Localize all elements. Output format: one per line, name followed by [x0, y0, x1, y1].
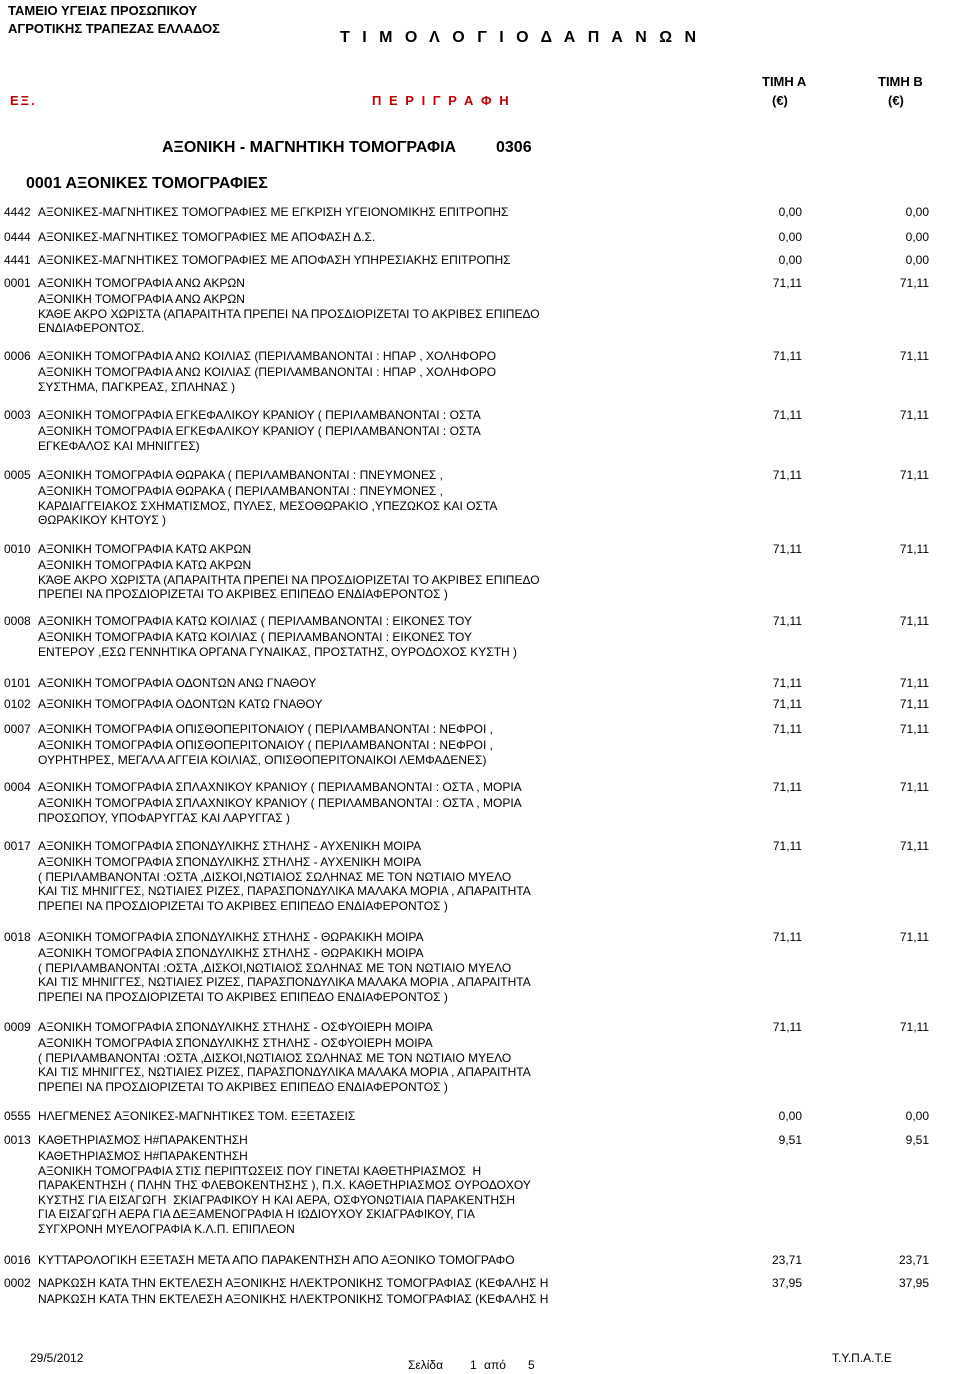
item-details: ΑΞΟΝΙΚΗ ΤΟΜΟΓΡΑΦΙΑ ΑΝΩ ΚΟΙΛΙΑΣ (ΠΕΡΙΛΑΜΒΑΝΟΝΤΑΙ : ΗΠΑΡ , ΧΟΛΗΦΟΡΟ ΣΥΣΤΗΜΑ, ΠΑΓΚΡΕΑΣ, ΣΠΛΗΝΑΣ ): [38, 365, 497, 394]
item-code: 0008: [4, 614, 31, 628]
item-name: ΚΥΤΤΑΡΟΛΟΓΙΚΗ ΕΞΕΤΑΣΗ ΜΕΤΑ ΑΠΟ ΠΑΡΑΚΕΝΤΗΣΗ ΑΠΟ ΑΞΟΝΙΚΟ ΤΟΜΟΓΡΑΦΟ: [38, 1253, 515, 1267]
item-name: ΑΞΟΝΙΚΗ ΤΟΜΟΓΡΑΦΙΑ ΚΑΤΩ ΚΟΙΛΙΑΣ ( ΠΕΡΙΛΑΜΒΑΝΟΝΤΑΙ : ΕΙΚΟΝΕΣ ΤΟΥ: [38, 614, 472, 628]
item-price-b: 71,11: [899, 1020, 929, 1034]
item-price-b: 71,11: [899, 276, 929, 290]
item-name: ΝΑΡΚΩΣΗ ΚΑΤΑ ΤΗΝ ΕΚΤΕΛΕΣΗ ΑΞΟΝΙΚΗΣ ΗΛΕΚΤΡΟΝΙΚΗΣ ΤΟΜΟΓΡΑΦΙΑΣ (ΚΕΦΑΛΗΣ Η: [38, 1276, 549, 1290]
section-title: ΑΞΟΝΙΚΗ - ΜΑΓΝΗΤΙΚΗ ΤΟΜΟΓΡΑΦΙΑ: [162, 139, 457, 156]
item-price-b: 71,11: [899, 349, 929, 363]
page-number: 1: [470, 1358, 477, 1372]
item-name: ΑΞΟΝΙΚΗ ΤΟΜΟΓΡΑΦΙΑ ΣΠΛΑΧΝΙΚΟΥ ΚΡΑΝΙΟΥ ( ΠΕΡΙΛΑΜΒΑΝΟΝΤΑΙ : ΟΣΤΑ , ΜΟΡΙΑ: [38, 780, 522, 794]
item-price-a: 71,11: [772, 722, 802, 736]
item-price-a: 71,11: [772, 930, 802, 944]
item-details: ΑΞΟΝΙΚΗ ΤΟΜΟΓΡΑΦΙΑ ΣΠΟΝΔΥΛΙΚΗΣ ΣΤΗΛΗΣ - ΟΣΦΥΟΙΕΡΗ ΜΟΙΡΑ ( ΠΕΡΙΛΑΜΒΑΝΟΝΤΑΙ :ΟΣΤΑ ,ΔΙΣΚΟΙ,ΝΩΤΙΑΙΟΣ ΣΩΛΗΝΑΣ ΜΕ ΤΟΝ ΝΩΤΙΑΙΟ ΜΥΕΛΟ ΚΑΙ ΤΙΣ ΜΗΝΙΓΓΕΣ, ΝΩΤΙΑΙΕΣ ΡΙΖΕΣ, ΠΑΡΑΣΠΟΝΔΥΛΙΚΑ ΜΑΛΑΚΑ ΜΟΡΙΑ , ΑΠΑΡΑΙΤΗΤΑ ΠΡΕΠΕΙ ΝΑ ΠΡΟΣΔΙΟΡΙΖΕΤΑΙ ΤΟ ΑΚΡΙΒΕΣ ΕΠΙΠΕΔΟ ΕΝΔΙΑΦΕΡΟΝΤΟΣ ): [38, 1036, 531, 1094]
item-name: ΑΞΟΝΙΚΗ ΤΟΜΟΓΡΑΦΙΑ ΣΠΟΝΔΥΛΙΚΗΣ ΣΤΗΛΗΣ - ΟΣΦΥΟΙΕΡΗ ΜΟΙΡΑ: [38, 1020, 433, 1034]
page-total: 5: [528, 1358, 535, 1372]
item-details: ΑΞΟΝΙΚΗ ΤΟΜΟΓΡΑΦΙΑ ΘΩΡΑΚΑ ( ΠΕΡΙΛΑΜΒΑΝΟΝΤΑΙ : ΠΝΕΥΜΟΝΕΣ , ΚΑΡΔΙΑΓΓΕΙΑΚΟΣ ΣΧΗΜΑΤΙΣΜΟΣ, ΠΥΛΕΣ, ΜΕΣΟΘΩΡΑΚΙΟ ,ΥΠΕΖΩΚΟΣ ΚΑΙ ΟΣΤΑ ΘΩΡΑΚΙΚΟΥ ΚΗΤΟΥΣ ): [38, 484, 498, 527]
document-title: Τ Ι Μ Ο Λ Ο Γ Ι Ο Δ Α Π Α Ν Ω Ν: [340, 29, 701, 46]
item-code: 0004: [4, 780, 31, 794]
item-name: ΑΞΟΝΙΚΗ ΤΟΜΟΓΡΑΦΙΑ ΟΔΟΝΤΩΝ ΚΑΤΩ ΓΝΑΘΟΥ: [38, 697, 323, 711]
item-name: ΑΞΟΝΙΚΗ ΤΟΜΟΓΡΑΦΙΑ ΚΑΤΩ ΑΚΡΩΝ: [38, 542, 252, 556]
item-details: ΑΞΟΝΙΚΗ ΤΟΜΟΓΡΑΦΙΑ ΟΠΙΣΘΟΠΕΡΙΤΟΝΑΙΟΥ ( ΠΕΡΙΛΑΜΒΑΝΟΝΤΑΙ : ΝΕΦΡΟΙ , ΟΥΡΗΤΗΡΕΣ, ΜΕΓΑΛΑ ΑΓΓΕΙΑ ΚΟΙΛΙΑΣ, ΟΠΙΣΘΟΠΕΡΙΤΟΝΑΙΚΟΙ ΛΕΜΦΑΔΕΝΕΣ): [38, 738, 494, 767]
item-code: 0009: [4, 1020, 31, 1034]
item-price-a: 71,11: [772, 780, 802, 794]
item-price-b: 0,00: [905, 1109, 929, 1123]
price-b-header-line1: ΤΙΜΗ Β: [878, 74, 923, 89]
item-price-a: 0,00: [778, 253, 802, 267]
item-name: ΚΑΘΕΤΗΡΙΑΣΜΟΣ Η#ΠΑΡΑΚΕΝΤΗΣΗ: [38, 1133, 248, 1147]
item-price-a: 71,11: [772, 697, 802, 711]
item-price-b: 71,11: [899, 468, 929, 482]
item-price-a: 71,11: [772, 542, 802, 556]
item-price-a: 0,00: [778, 230, 802, 244]
fund-abbreviation: Τ.Υ.Π.Α.Τ.Ε: [832, 1351, 892, 1365]
item-details: ΝΑΡΚΩΣΗ ΚΑΤΑ ΤΗΝ ΕΚΤΕΛΕΣΗ ΑΞΟΝΙΚΗΣ ΗΛΕΚΤΡΟΝΙΚΗΣ ΤΟΜΟΓΡΑΦΙΑΣ (ΚΕΦΑΛΗΣ Η: [38, 1292, 549, 1306]
item-price-a: 71,11: [772, 468, 802, 482]
price-a-header-line2: (€): [772, 93, 788, 108]
item-price-b: 71,11: [899, 408, 929, 422]
item-price-b: 71,11: [899, 839, 929, 853]
item-code: 0001: [4, 276, 31, 290]
item-price-b: 0,00: [905, 205, 929, 219]
item-price-a: 71,11: [772, 276, 802, 290]
item-code: 0102: [4, 697, 31, 711]
item-details: ΑΞΟΝΙΚΗ ΤΟΜΟΓΡΑΦΙΑ ΚΑΤΩ ΚΟΙΛΙΑΣ ( ΠΕΡΙΛΑΜΒΑΝΟΝΤΑΙ : ΕΙΚΟΝΕΣ ΤΟΥ ΕΝΤΕΡΟΥ ,ΕΣΩ ΓΕΝΝΗΤΙΚΑ ΟΡΓΑΝΑ ΓΥΝΑΙΚΑΣ, ΠΡΟΣΤΑΤΗΣ, ΟΥΡΟΔΟΧΟΣ ΚΥΣΤΗ ): [38, 630, 518, 659]
item-price-b: 71,11: [899, 614, 929, 628]
item-price-a: 37,95: [771, 1276, 802, 1290]
page-label: Σελίδα: [408, 1358, 444, 1372]
item-price-a: 71,11: [772, 349, 802, 363]
item-code: 0005: [4, 468, 31, 482]
item-price-a: 0,00: [778, 1109, 802, 1123]
item-code: 0101: [4, 676, 31, 690]
item-code: 0016: [4, 1253, 31, 1267]
item-price-b: 0,00: [905, 230, 929, 244]
item-name: ΑΞΟΝΙΚΗ ΤΟΜΟΓΡΑΦΙΑ ΟΠΙΣΘΟΠΕΡΙΤΟΝΑΙΟΥ ( ΠΕΡΙΛΑΜΒΑΝΟΝΤΑΙ : ΝΕΦΡΟΙ ,: [38, 722, 494, 736]
item-price-a: 71,11: [772, 839, 802, 853]
item-price-b: 9,51: [905, 1133, 929, 1147]
item-name: ΑΞΟΝΙΚΗ ΤΟΜΟΓΡΑΦΙΑ ΣΠΟΝΔΥΛΙΚΗΣ ΣΤΗΛΗΣ - ΘΩΡΑΚΙΚΗ ΜΟΙΡΑ: [38, 930, 424, 944]
item-code: 0003: [4, 408, 31, 422]
item-code: 0007: [4, 722, 31, 736]
item-price-b: 71,11: [899, 697, 929, 711]
item-name: ΑΞΟΝΙΚΗ ΤΟΜΟΓΡΑΦΙΑ ΑΝΩ ΚΟΙΛΙΑΣ (ΠΕΡΙΛΑΜΒΑΝΟΝΤΑΙ : ΗΠΑΡ , ΧΟΛΗΦΟΡΟ: [38, 349, 497, 363]
item-name: ΗΛΕΓΜΕΝΕΣ ΑΞΟΝΙΚΕΣ-ΜΑΓΝΗΤΙΚΕΣ ΤΟΜ. ΕΞΕΤΑΣΕΙΣ: [38, 1109, 356, 1123]
item-code: 0010: [4, 542, 31, 556]
item-price-b: 71,11: [899, 676, 929, 690]
item-code: 0013: [4, 1133, 31, 1147]
org-name-line1: ΤΑΜΕΙΟ ΥΓΕΙΑΣ ΠΡΟΣΩΠΙΚΟΥ: [8, 3, 198, 18]
item-price-a: 71,11: [772, 614, 802, 628]
item-details: ΑΞΟΝΙΚΗ ΤΟΜΟΓΡΑΦΙΑ ΕΓΚΕΦΑΛΙΚΟΥ ΚΡΑΝΙΟΥ ( ΠΕΡΙΛΑΜΒΑΝΟΝΤΑΙ : ΟΣΤΑ ΕΓΚΕΦΑΛΟΣ ΚΑΙ ΜΗΝΙΓΓΕΣ): [38, 424, 481, 453]
item-details: ΑΞΟΝΙΚΗ ΤΟΜΟΓΡΑΦΙΑ ΚΑΤΩ ΑΚΡΩΝ ΚΆΘΕ ΑΚΡΟ ΧΩΡΙΣΤΑ (ΑΠΑΡΑΙΤΗΤΑ ΠΡΕΠΕΙ ΝΑ ΠΡΟΣΔΙΟΡΙΖΕΤΑΙ ΤΟ ΑΚΡΙΒΕΣ ΕΠΙΠΕΔΟ ΠΡΕΠΕΙ ΝΑ ΠΡΟΣΔΙΟΡΙΖΕΤΑΙ ΤΟ ΑΚΡΙΒΕΣ ΕΠΙΠΕΔΟ ΕΝΔΙΑΦΕΡΟΝΤΟΣ ): [38, 558, 540, 601]
item-name: ΑΞΟΝΙΚΗ ΤΟΜΟΓΡΑΦΙΑ ΘΩΡΑΚΑ ( ΠΕΡΙΛΑΜΒΑΝΟΝΤΑΙ : ΠΝΕΥΜΟΝΕΣ ,: [38, 468, 443, 482]
item-code: 0006: [4, 349, 31, 363]
item-details: ΑΞΟΝΙΚΗ ΤΟΜΟΓΡΑΦΙΑ ΣΠΛΑΧΝΙΚΟΥ ΚΡΑΝΙΟΥ ( ΠΕΡΙΛΑΜΒΑΝΟΝΤΑΙ : ΟΣΤΑ , ΜΟΡΙΑ ΠΡΟΣΩΠΟΥ, ΥΠΟΦΑΡΥΓΓΑΣ ΚΑΙ ΛΑΡΥΓΓΑΣ ): [38, 796, 522, 825]
item-name: ΑΞΟΝΙΚΗ ΤΟΜΟΓΡΑΦΙΑ ΑΝΩ ΑΚΡΩΝ: [38, 276, 245, 290]
price-a-header-line1: ΤΙΜΗ Α: [762, 74, 807, 89]
item-code: 0555: [4, 1109, 31, 1123]
item-price-b: 0,00: [905, 253, 929, 267]
item-price-b: 37,95: [898, 1276, 929, 1290]
item-name: ΑΞΟΝΙΚΗ ΤΟΜΟΓΡΑΦΙΑ ΟΔΟΝΤΩΝ ΑΝΩ ΓΝΑΘΟΥ: [38, 676, 317, 690]
item-details: ΑΞΟΝΙΚΗ ΤΟΜΟΓΡΑΦΙΑ ΑΝΩ ΑΚΡΩΝ ΚΆΘΕ ΑΚΡΟ ΧΩΡΙΣΤΑ (ΑΠΑΡΑΙΤΗΤΑ ΠΡΕΠΕΙ ΝΑ ΠΡΟΣΔΙΟΡΙΖΕΤΑΙ ΤΟ ΑΚΡΙΒΕΣ ΕΠΙΠΕΔΟ ΕΝΔΙΑΦΕΡΟΝΤΟΣ.: [38, 292, 540, 335]
page-of-label: από: [484, 1358, 506, 1372]
item-price-b: 71,11: [899, 722, 929, 736]
print-date: 29/5/2012: [30, 1351, 84, 1365]
item-details: ΚΑΘΕΤΗΡΙΑΣΜΟΣ Η#ΠΑΡΑΚΕΝΤΗΣΗ ΑΞΟΝΙΚΗ ΤΟΜΟΓΡΑΦΙΑ ΣΤΙΣ ΠΕΡΙΠΤΩΣΕΙΣ ΠΟΥ ΓΙΝΕΤΑΙ ΚΑΘΕΤΗΡΙΑΣΜΟΣ Η ΠΑΡΑΚΕΝΤΗΣΗ ( ΠΛΗΝ ΤΗΣ ΦΛΕΒΟΚΕΝΤΗΣΗΣ ), Π.Χ. ΚΑΘΕΤΗΡΙΑΣΜΟΣ ΟΥΡΟΔΟΧΟΥ ΚΥΣΤΗΣ ΓΙΑ ΕΙΣΑΓΩΓΗ ΣΚΙΑΓΡΑΦΙΚΟΥ Η ΚΑΙ ΑΕΡΑ, ΟΣΦΥΟΝΩΤΙΑΙΑ ΠΑΡΑΚΕΝΤΗΣΗ ΓΙΑ ΕΙΣΑΓΩΓΗ ΑΕΡΑ ΓΙΑ ΔΕΞΑΜΕΝΟΓΡΑΦΙΑ Η ΙΩΔΙΟΥΧΟΥ ΣΚΙΑΓΡΑΦΙΚΟΥ, ΓΙΑ ΣΥΓΧΡΟΝΗ ΜΥΕΛΟΓΡΑΦΙΑ Κ.Λ.Π. ΕΠΙΠΛΕΟΝ: [38, 1149, 531, 1236]
item-code: 0002: [4, 1276, 31, 1290]
item-name: ΑΞΟΝΙΚΗ ΤΟΜΟΓΡΑΦΙΑ ΣΠΟΝΔΥΛΙΚΗΣ ΣΤΗΛΗΣ - ΑΥΧΕΝΙΚΗ ΜΟΙΡΑ: [38, 839, 422, 853]
item-name: ΑΞΟΝΙΚΗ ΤΟΜΟΓΡΑΦΙΑ ΕΓΚΕΦΑΛΙΚΟΥ ΚΡΑΝΙΟΥ ( ΠΕΡΙΛΑΜΒΑΝΟΝΤΑΙ : ΟΣΤΑ: [38, 408, 481, 422]
item-price-a: 9,51: [778, 1133, 802, 1147]
item-price-a: 71,11: [772, 1020, 802, 1034]
item-price-b: 23,71: [898, 1253, 929, 1267]
item-price-b: 71,11: [899, 930, 929, 944]
item-code: 4441: [4, 253, 31, 267]
item-price-a: 0,00: [778, 205, 802, 219]
item-code: 0018: [4, 930, 31, 944]
item-price-b: 71,11: [899, 780, 929, 794]
description-column-header: Π Ε Ρ Ι Γ Ρ Α Φ Η: [372, 93, 511, 108]
section-code: 0306: [496, 139, 532, 156]
price-b-header-line2: (€): [888, 93, 904, 108]
item-code: 0017: [4, 839, 31, 853]
item-name: ΑΞΟΝΙΚΕΣ-ΜΑΓΝΗΤΙΚΕΣ ΤΟΜΟΓΡΑΦΙΕΣ ΜΕ ΕΓΚΡΙΣΗ ΥΓΕΙΟΝΟΜΙΚΗΣ ΕΠΙΤΡΟΠΗΣ: [38, 205, 509, 219]
item-name: ΑΞΟΝΙΚΕΣ-ΜΑΓΝΗΤΙΚΕΣ ΤΟΜΟΓΡΑΦΙΕΣ ΜΕ ΑΠΟΦΑΣΗ ΥΠΗΡΕΣΙΑΚΗΣ ΕΠΙΤΡΟΠΗΣ: [38, 253, 511, 267]
code-column-header: ΕΞ.: [10, 93, 37, 108]
item-price-a: 23,71: [771, 1253, 802, 1267]
item-price-a: 71,11: [772, 408, 802, 422]
item-price-b: 71,11: [899, 542, 929, 556]
item-details: ΑΞΟΝΙΚΗ ΤΟΜΟΓΡΑΦΙΑ ΣΠΟΝΔΥΛΙΚΗΣ ΣΤΗΛΗΣ - ΑΥΧΕΝΙΚΗ ΜΟΙΡΑ ( ΠΕΡΙΛΑΜΒΑΝΟΝΤΑΙ :ΟΣΤΑ ,ΔΙΣΚΟΙ,ΝΩΤΙΑΙΟΣ ΣΩΛΗΝΑΣ ΜΕ ΤΟΝ ΝΩΤΙΑΙΟ ΜΥΕΛΟ ΚΑΙ ΤΙΣ ΜΗΝΙΓΓΕΣ, ΝΩΤΙΑΙΕΣ ΡΙΖΕΣ, ΠΑΡΑΣΠΟΝΔΥΛΙΚΑ ΜΑΛΑΚΑ ΜΟΡΙΑ , ΑΠΑΡΑΙΤΗΤΑ ΠΡΕΠΕΙ ΝΑ ΠΡΟΣΔΙΟΡΙΖΕΤΑΙ ΤΟ ΑΚΡΙΒΕΣ ΕΠΙΠΕΔΟ ΕΝΔΙΑΦΕΡΟΝΤΟΣ ): [38, 855, 531, 913]
org-name-line2: ΑΓΡΟΤΙΚΗΣ ΤΡΑΠΕΖΑΣ ΕΛΛΑΔΟΣ: [8, 21, 220, 36]
item-details: ΑΞΟΝΙΚΗ ΤΟΜΟΓΡΑΦΙΑ ΣΠΟΝΔΥΛΙΚΗΣ ΣΤΗΛΗΣ - ΘΩΡΑΚΙΚΗ ΜΟΙΡΑ ( ΠΕΡΙΛΑΜΒΑΝΟΝΤΑΙ :ΟΣΤΑ ,ΔΙΣΚΟΙ,ΝΩΤΙΑΙΟΣ ΣΩΛΗΝΑΣ ΜΕ ΤΟΝ ΝΩΤΙΑΙΟ ΜΥΕΛΟ ΚΑΙ ΤΙΣ ΜΗΝΙΓΓΕΣ, ΝΩΤΙΑΙΕΣ ΡΙΖΕΣ, ΠΑΡΑΣΠΟΝΔΥΛΙΚΑ ΜΑΛΑΚΑ ΜΟΡΙΑ , ΑΠΑΡΑΙΤΗΤΑ ΠΡΕΠΕΙ ΝΑ ΠΡΟΣΔΙΟΡΙΖΕΤΑΙ ΤΟ ΑΚΡΙΒΕΣ ΕΠΙΠΕΔΟ ΕΝΔΙΑΦΕΡΟΝΤΟΣ ): [38, 946, 531, 1004]
subsection-title: 0001 ΑΞΟΝΙΚΕΣ ΤΟΜΟΓΡΑΦΙΕΣ: [26, 175, 268, 192]
item-name: ΑΞΟΝΙΚΕΣ-ΜΑΓΝΗΤΙΚΕΣ ΤΟΜΟΓΡΑΦΙΕΣ ΜΕ ΑΠΟΦΑΣΗ Δ.Σ.: [38, 230, 376, 244]
item-code: 4442: [4, 205, 31, 219]
item-price-a: 71,11: [772, 676, 802, 690]
item-code: 0444: [4, 230, 31, 244]
